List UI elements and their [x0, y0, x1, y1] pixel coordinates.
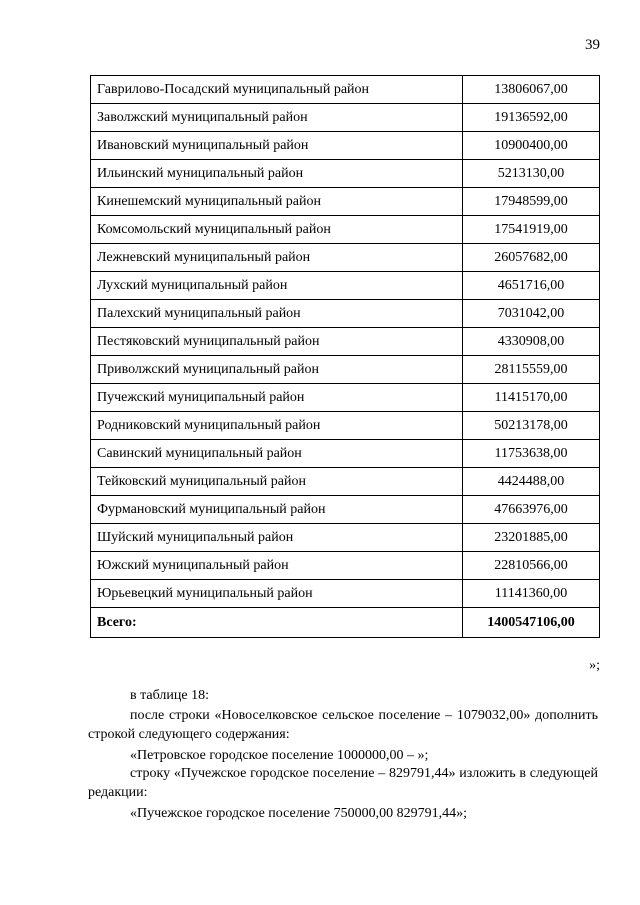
page-number: 39: [585, 37, 600, 53]
amount-cell: 7031042,00: [463, 300, 600, 328]
amount-cell: 50213178,00: [463, 412, 600, 440]
table-row: [91, 412, 600, 440]
table-row: [91, 524, 600, 552]
table-row: [91, 216, 600, 244]
total-row: [91, 608, 600, 638]
amount-cell: 26057682,00: [463, 244, 600, 272]
table-row: [91, 328, 600, 356]
paragraph-replace-row: строку «Пучежское городское поселение – 829791,44» изложить в следующей редакции:: [88, 766, 598, 800]
table-row: [91, 468, 600, 496]
district-name-cell: Родниковский муниципальный район: [91, 412, 463, 440]
district-name-cell: Южский муниципальный район: [91, 552, 463, 580]
district-name-cell: Юрьевецкий муниципальный район: [91, 580, 463, 608]
district-name-cell: Гаврилово-Посадский муниципальный район: [91, 76, 463, 104]
amount-cell: 22810566,00: [463, 552, 600, 580]
district-name-cell: Заволжский муниципальный район: [91, 104, 463, 132]
amount-cell: 17948599,00: [463, 188, 600, 216]
district-name-cell: Лежневский муниципальный район: [91, 244, 463, 272]
district-name-cell: Ивановский муниципальный район: [91, 132, 463, 160]
district-name-cell: Фурмановский муниципальный район: [91, 496, 463, 524]
district-name-cell: Пестяковский муниципальный район: [91, 328, 463, 356]
amount-cell: 47663976,00: [463, 496, 600, 524]
district-name-cell: Шуйский муниципальный район: [91, 524, 463, 552]
table-row: [91, 244, 600, 272]
table-row: [91, 356, 600, 384]
table-row: [91, 272, 600, 300]
table-row: [91, 104, 600, 132]
amount-cell: 19136592,00: [463, 104, 600, 132]
table-row: [91, 384, 600, 412]
table-row: [91, 580, 600, 608]
district-name-cell: Пучежский муниципальный район: [91, 384, 463, 412]
table-row: [91, 188, 600, 216]
district-name-cell: Кинешемский муниципальный район: [91, 188, 463, 216]
table-end-mark: »;: [589, 658, 600, 673]
amount-cell: 5213130,00: [463, 160, 600, 188]
table-row: [91, 440, 600, 468]
amount-cell: 23201885,00: [463, 524, 600, 552]
district-name-cell: Лухский муниципальный район: [91, 272, 463, 300]
amount-cell: 4330908,00: [463, 328, 600, 356]
amount-cell: 17541919,00: [463, 216, 600, 244]
amount-cell: 11415170,00: [463, 384, 600, 412]
total-label: Всего:: [91, 608, 463, 638]
district-name-cell: Приволжский муниципальный район: [91, 356, 463, 384]
amount-cell: 28115559,00: [463, 356, 600, 384]
district-name-cell: Тейковский муниципальный район: [91, 468, 463, 496]
district-name-cell: Савинский муниципальный район: [91, 440, 463, 468]
amount-cell: 11141360,00: [463, 580, 600, 608]
district-name-cell: Ильинский муниципальный район: [91, 160, 463, 188]
amount-cell: 10900400,00: [463, 132, 600, 160]
table-row: [91, 132, 600, 160]
amount-cell: 13806067,00: [463, 76, 600, 104]
table-body: [91, 76, 600, 638]
amount-cell: 11753638,00: [463, 440, 600, 468]
amount-cell: 4651716,00: [463, 272, 600, 300]
total-amount: 1400547106,00: [463, 608, 600, 638]
budget-table: [90, 75, 600, 638]
paragraph-after-row: после строки «Новоселковское сельское поселение – 1079032,00» дополнить строкой следующего содержания:: [88, 708, 598, 742]
amount-cell: 4424488,00: [463, 468, 600, 496]
paragraph-table-18: в таблице 18:: [130, 688, 209, 703]
paragraph-petrovskoe: «Петровское городское поселение 1000000,00 – »;: [130, 748, 429, 763]
table-row: [91, 552, 600, 580]
table-row: [91, 160, 600, 188]
table-row: [91, 300, 600, 328]
district-name-cell: Палехский муниципальный район: [91, 300, 463, 328]
table-row: [91, 496, 600, 524]
table-row: [91, 76, 600, 104]
district-name-cell: Комсомольский муниципальный район: [91, 216, 463, 244]
paragraph-puchezhskoe: «Пучежское городское поселение 750000,00 829791,44»;: [130, 806, 468, 821]
